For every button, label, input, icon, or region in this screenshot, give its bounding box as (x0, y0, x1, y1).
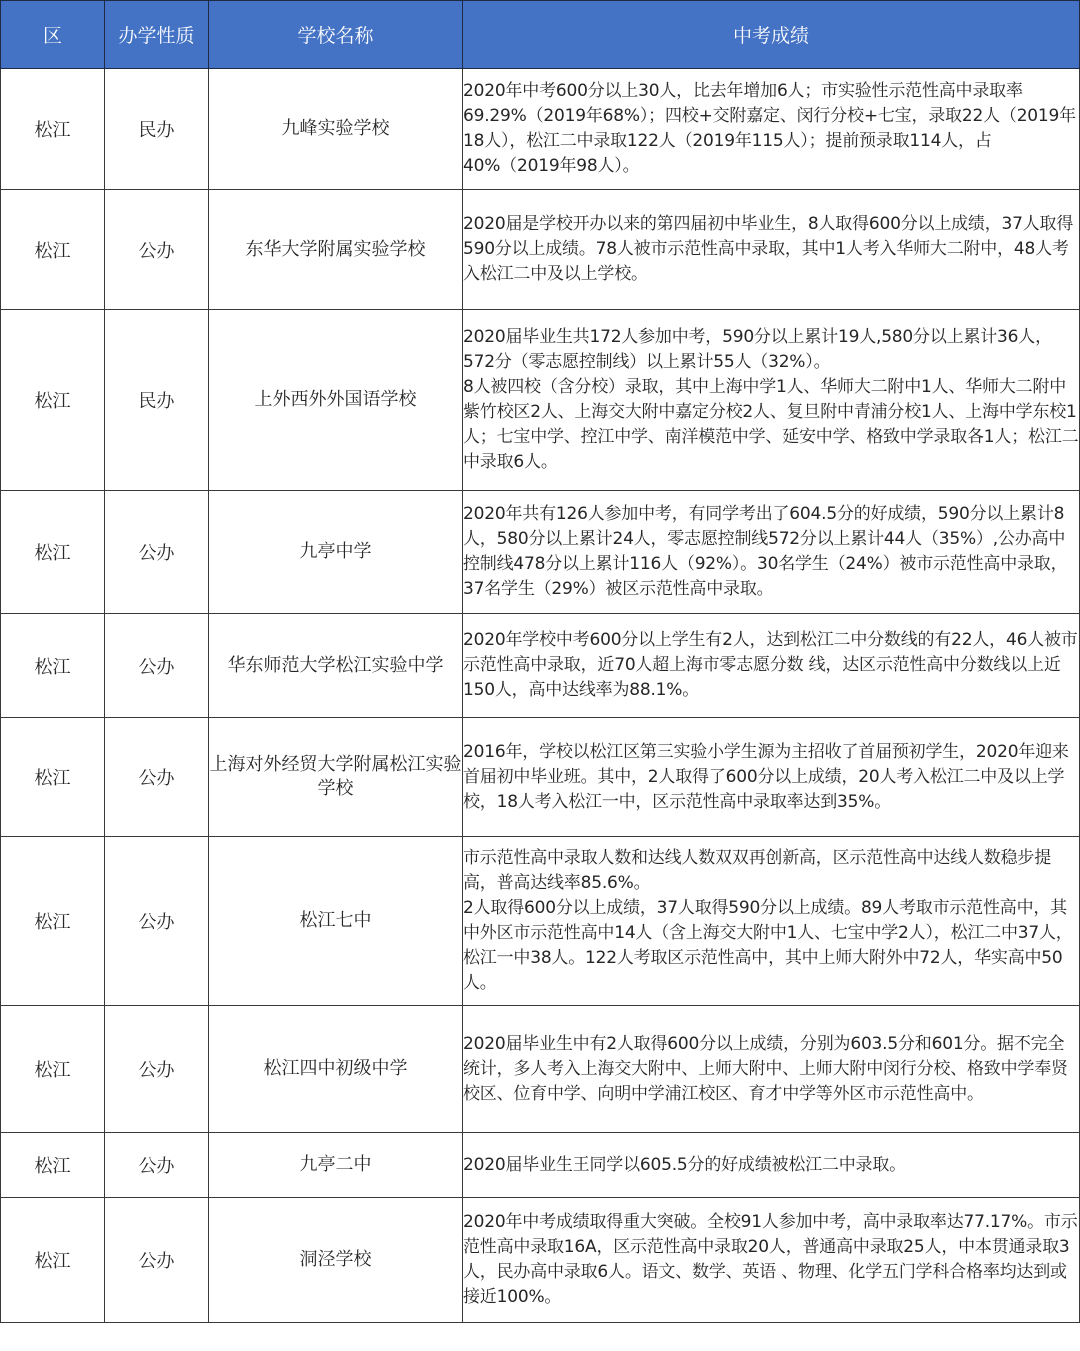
header-school-type: 办学性质 (105, 1, 209, 69)
result-paragraph: 8人被四校（含分校）录取，其中上海中学1人、华师大二附中1人、华师大二附中紫竹校区2人、上海交大附中嘉定分校2人、复旦附中青浦分校1人、上海中学东校1人；七宝中学、控江中学、南洋模范中学、延安中学、格致中学录取各1人；松江二中录取6人。 (463, 377, 1079, 472)
result-paragraph: 2016年，学校以松江区第三实验小学生源为主招收了首届预初学生，2020年迎来首届初中毕业班。其中，2人取得了600分以上成绩，20人考入松江二中及以上学校，18人考入松江一中，区示范性高中录取率达到35%。 (463, 741, 1069, 812)
school-type-cell: 公办 (105, 614, 209, 718)
table-row (1, 1198, 1080, 1323)
school-name-cell: 松江七中 (209, 837, 463, 1006)
district-cell: 松江 (1, 614, 105, 718)
result-paragraph: 2人取得600分以上成绩，37人取得590分以上成绩。89人考取市示范性高中，其中外区市示范性高中14人（含上海交大附中1人、七宝中学2人），松江二中37人，松江一中38人。122人考取区示范性高中，其中上师大附外中72人，华实高中50人。 (463, 898, 1073, 993)
district-cell: 松江 (1, 837, 105, 1006)
school-type-cell: 公办 (105, 1198, 209, 1323)
district-cell: 松江 (1, 1133, 105, 1198)
table-row (1, 190, 1080, 310)
result-paragraph: 2020届毕业生共172人参加中考，590分以上累计19人,580分以上累计36人，572分（零志愿控制线）以上累计55人（32%）。 (463, 327, 1052, 372)
exam-result-cell (463, 1006, 1080, 1133)
school-type-cell: 民办 (105, 69, 209, 190)
header-row (1, 1, 1080, 69)
district-cell: 松江 (1, 1006, 105, 1133)
district-cell: 松江 (1, 69, 105, 190)
school-type-cell: 公办 (105, 718, 209, 837)
school-type-cell: 公办 (105, 837, 209, 1006)
result-paragraph: 2020年共有126人参加中考，有同学考出了604.5分的好成绩，590分以上累计8人，580分以上累计24人，零志愿控制线572分以上累计44人（35%）,公办高中控制线478分以上累计116人（92%）。30名学生（24%）被市示范性高中录取，37名学生（29%）被区示范性高中录取。 (463, 504, 1068, 599)
school-name-cell: 东华大学附属实验学校 (209, 190, 463, 310)
exam-result-cell (463, 491, 1080, 614)
school-type-cell: 公办 (105, 190, 209, 310)
school-type-cell: 公办 (105, 1133, 209, 1198)
exam-result-cell (463, 614, 1080, 718)
school-name-cell: 九峰实验学校 (209, 69, 463, 190)
school-name-cell: 华东师范大学松江实验中学 (209, 614, 463, 718)
table-row (1, 310, 1080, 491)
school-name-cell: 九亭中学 (209, 491, 463, 614)
result-paragraph: 2020届毕业生王同学以605.5分的好成绩被松江二中录取。 (463, 1154, 906, 1175)
header-school-name: 学校名称 (209, 1, 463, 69)
table-row (1, 1133, 1080, 1198)
header-exam-results: 中考成绩 (463, 1, 1080, 69)
school-name-cell: 上外西外外国语学校 (209, 310, 463, 491)
exam-result-cell (463, 1198, 1080, 1323)
result-paragraph: 市示范性高中录取人数和达线人数双双再创新高，区示范性高中达线人数稳步提高，普高达线率85.6%。 (463, 848, 1051, 893)
table-row (1, 1006, 1080, 1133)
school-type-cell: 公办 (105, 491, 209, 614)
district-cell: 松江 (1, 310, 105, 491)
table-row (1, 837, 1080, 1006)
school-name-cell: 九亭二中 (209, 1133, 463, 1198)
district-cell: 松江 (1, 190, 105, 310)
exam-result-cell (463, 718, 1080, 837)
district-cell: 松江 (1, 1198, 105, 1323)
table-row (1, 718, 1080, 837)
exam-result-cell (463, 310, 1080, 491)
school-type-cell: 公办 (105, 1006, 209, 1133)
exam-result-cell (463, 190, 1080, 310)
table-row (1, 69, 1080, 190)
exam-result-cell (463, 837, 1080, 1006)
result-paragraph: 2020届是学校开办以来的第四届初中毕业生，8人取得600分以上成绩，37人取得590分以上成绩。78人被市示范性高中录取，其中1人考入华师大二附中，48人考入松江二中及以上学校。 (463, 214, 1074, 284)
school-type-cell: 民办 (105, 310, 209, 491)
school-name-cell: 洞泾学校 (209, 1198, 463, 1323)
result-paragraph: 2020年学校中考600分以上学生有2人，达到松江二中分数线的有22人，46人被市示范性高中录取，近70人超上海市零志愿分数 线，达区示范性高中分数线以上近150人，高中达线率为88.1%。 (463, 630, 1078, 700)
result-paragraph: 2020届毕业生中有2人取得600分以上成绩，分别为603.5分和601分。据不完全统计，多人考入上海交大附中、上师大附中、上师大附中闵行分校、格致中学奉贤校区、位育中学、向明中学浦江校区、育才中学等外区市示范性高中。 (463, 1033, 1068, 1104)
exam-result-cell (463, 69, 1080, 190)
exam-result-cell (463, 1133, 1080, 1198)
table-row (1, 614, 1080, 718)
header-district: 区 (1, 1, 105, 69)
result-paragraph: 2020年中考成绩取得重大突破。全校91人参加中考，高中录取率达77.17%。市示范性高中录取16A，区示范性高中录取20人，普通高中录取25人，中本贯通录取3人，民办高中录取6人。语文、数学、英语 、物理、化学五门学科合格率均达到或接近100%。 (463, 1212, 1078, 1307)
result-paragraph: 2020年中考600分以上30人，比去年增加6人；市实验性示范性高中录取率69.29%（2019年68%）；四校+交附嘉定、闵行分校+七宝，录取22人（2019年18人），松江二中录取122人（2019年115人）；提前预录取114人，占 40%（2019年98人）。 (463, 81, 1076, 176)
district-cell: 松江 (1, 718, 105, 837)
table-row (1, 491, 1080, 614)
district-cell: 松江 (1, 491, 105, 614)
school-name-cell: 上海对外经贸大学附属松江实验学校 (209, 718, 463, 837)
school-name-cell: 松江四中初级中学 (209, 1006, 463, 1133)
